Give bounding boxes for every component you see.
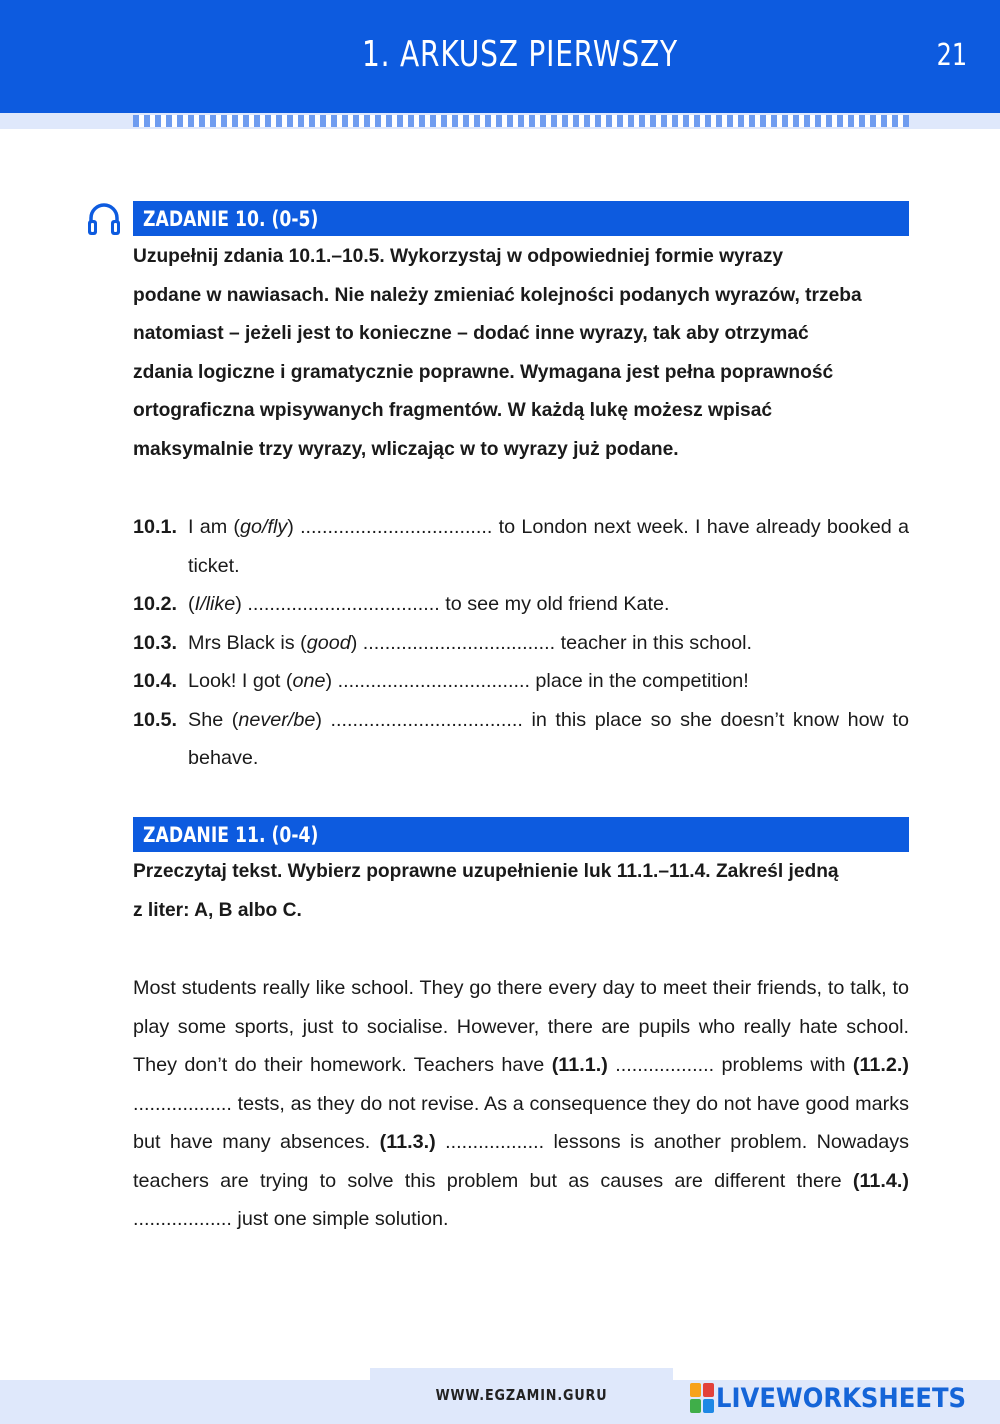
item-text-after: to London next week. I have already booked a ticket. xyxy=(188,516,909,577)
passage-text: just one simple solution. xyxy=(231,1208,449,1230)
task-10-items xyxy=(133,508,909,778)
item-text-mid: ) xyxy=(287,516,301,538)
page-header xyxy=(0,0,1000,113)
item-text-mid: ) xyxy=(325,670,338,692)
instruction-line: podane w nawiasach. Nie należy zmieniać kolejności podanych wyrazów, trzeba xyxy=(133,284,862,306)
passage-text: Most students really like school. They go there every day to meet their friends, to talk, to play some sports, just to socialise. However, there are pupils who really hate school. They don’t do their homework. Teachers have xyxy=(133,977,909,1076)
passage-text: problems with xyxy=(714,1054,853,1076)
item-hint: I/like xyxy=(194,593,236,615)
item-text-before: ( xyxy=(188,593,195,615)
item-text xyxy=(188,662,909,701)
item-text-before: Mrs Black is ( xyxy=(188,631,307,654)
item-text-before: Look! I got ( xyxy=(188,670,293,692)
item-text xyxy=(188,585,909,624)
answer-blank[interactable]: ................................... xyxy=(300,516,493,538)
header-stripe xyxy=(133,115,909,127)
gap-blank[interactable]: .................. xyxy=(133,1092,232,1115)
item-text-mid: ) xyxy=(315,708,331,731)
task-item-10-4 xyxy=(133,662,909,701)
item-hint: never/be xyxy=(238,708,316,731)
liveworksheets-icon xyxy=(690,1383,714,1413)
task-10-instruction xyxy=(133,238,913,469)
answer-blank[interactable]: ................................... xyxy=(247,593,440,615)
item-text-mid: ) xyxy=(350,631,363,654)
item-text-mid: ) xyxy=(235,593,248,615)
instruction-line: maksymalnie trzy wyrazy, wliczając w to wyrazy już podane. xyxy=(133,438,679,460)
task-item-10-5 xyxy=(133,701,909,778)
passage-text: tests, as they do not revise. As a consequence they do not have good marks but have many absences. xyxy=(133,1092,909,1153)
liveworksheets-logo[interactable] xyxy=(690,1381,994,1415)
task-11-instruction xyxy=(133,853,913,930)
task-10-heading: ZADANIE 10. (0-5) xyxy=(143,207,319,231)
task-11-passage xyxy=(133,969,909,1239)
item-text-before: She ( xyxy=(188,708,239,731)
gap-label: (11.4.) xyxy=(852,1169,909,1192)
instruction-line: ortograficzna wpisywanych fragmentów. W każdą lukę możesz wpisać xyxy=(133,400,773,421)
headphones-icon[interactable] xyxy=(87,201,121,237)
instruction-line: natomiast – jeżeli jest to konieczne – dodać inne wyrazy, tak aby otrzymać xyxy=(133,323,809,344)
item-hint: good xyxy=(306,631,351,654)
item-number: 10.5. xyxy=(133,708,177,731)
item-hint: one xyxy=(292,670,326,692)
item-text xyxy=(188,701,909,778)
gap-blank[interactable]: .................. xyxy=(445,1131,545,1153)
instruction-line: z liter: A, B albo C. xyxy=(133,899,302,921)
instruction-line: zdania logiczne i gramatycznie poprawne. Wymagana jest pełna poprawność xyxy=(133,361,834,383)
answer-blank[interactable]: ................................... xyxy=(330,708,523,731)
item-text-after: teacher in this school. xyxy=(555,631,752,654)
item-number: 10.3. xyxy=(133,631,177,654)
answer-blank[interactable]: ................................... xyxy=(337,670,530,692)
item-text xyxy=(188,624,909,663)
item-number: 10.4. xyxy=(133,670,177,692)
item-text-before: I am ( xyxy=(188,516,240,538)
liveworksheets-brand: LIVEWORKSHEETS xyxy=(716,1382,967,1414)
answer-blank[interactable]: ................................... xyxy=(362,631,556,654)
page-title: 1. ARKUSZ PIERWSZY xyxy=(362,34,678,75)
task-11-heading: ZADANIE 11. (0-4) xyxy=(143,823,319,847)
item-text xyxy=(188,508,909,585)
instruction-line: Uzupełnij zdania 10.1.–10.5. Wykorzystaj w odpowiedniej formie wyrazy xyxy=(133,246,784,267)
item-text-after: place in the competition! xyxy=(529,670,749,692)
page-number: 21 xyxy=(936,38,967,73)
gap-label: (11.1.) xyxy=(551,1054,608,1076)
gap-label: (11.2.) xyxy=(852,1054,909,1076)
footer-url[interactable]: WWW.EGZAMIN.GURU xyxy=(435,1386,608,1404)
gap-label: (11.3.) xyxy=(379,1131,436,1153)
task-10-heading-bar xyxy=(133,201,909,236)
item-hint: go/fly xyxy=(239,516,288,538)
gap-blank[interactable]: .................. xyxy=(133,1208,232,1230)
item-number: 10.1. xyxy=(133,516,177,538)
task-item-10-3 xyxy=(133,624,909,663)
item-text-after: to see my old friend Kate. xyxy=(439,593,670,615)
task-11-heading-bar xyxy=(133,817,909,852)
instruction-line: Przeczytaj tekst. Wybierz poprawne uzupełnienie luk 11.1.–11.4. Zakreśl jedną xyxy=(133,861,839,882)
task-item-10-1 xyxy=(133,508,909,585)
item-text-after: in this place so she doesn’t know how to behave. xyxy=(188,708,910,769)
gap-blank[interactable]: .................. xyxy=(615,1054,715,1076)
task-item-10-2 xyxy=(133,585,909,624)
passage-text: lessons is another problem. Nowadays teachers are trying to solve this problem but as causes are different there xyxy=(133,1131,909,1192)
item-number: 10.2. xyxy=(133,593,177,615)
